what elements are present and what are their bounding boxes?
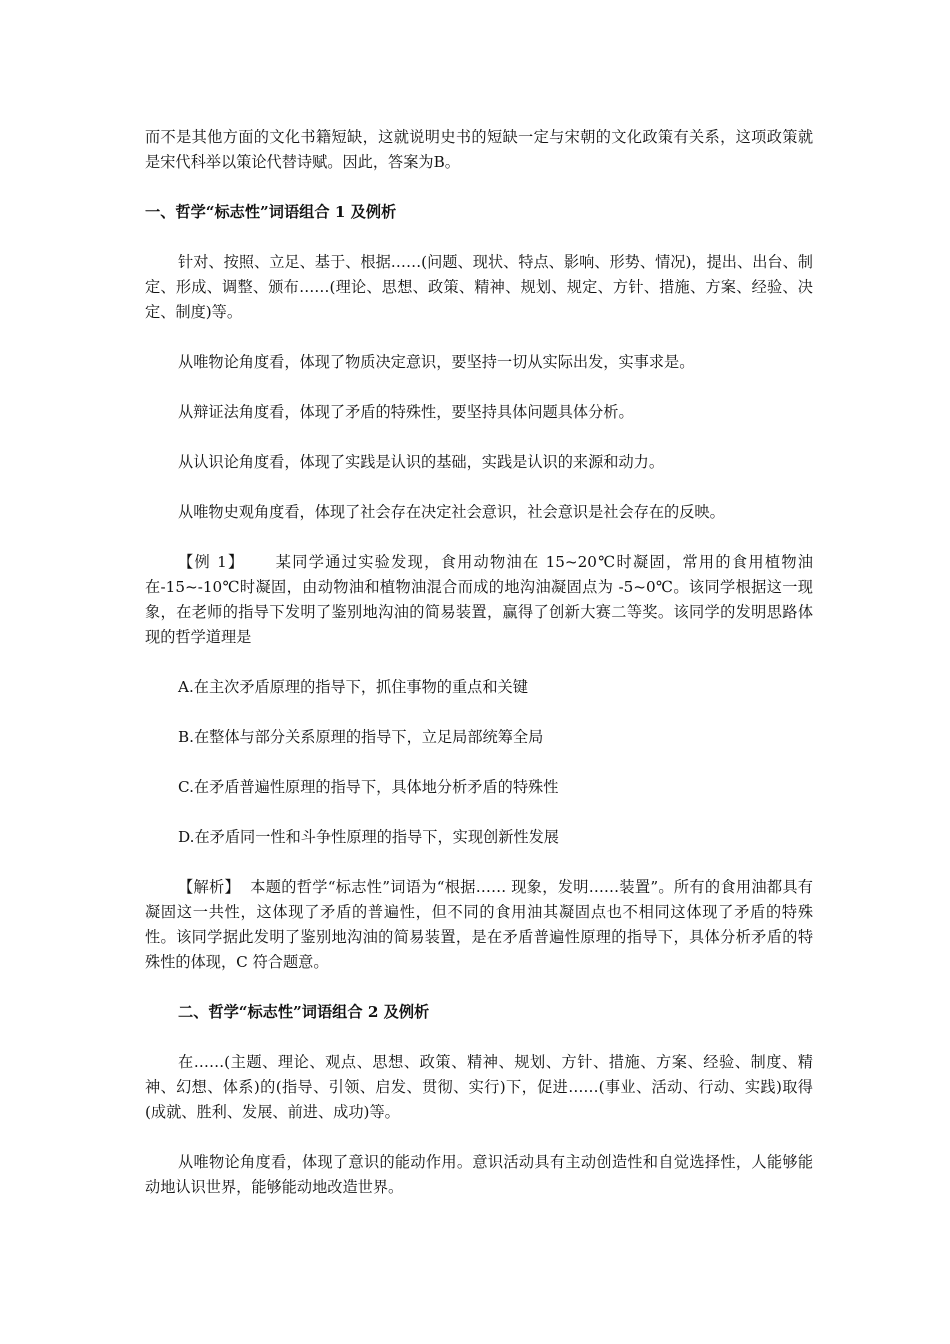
example1-paragraph — [145, 550, 813, 650]
example1-text: 某同学通过实验发现，食用动物油在 15~20℃时凝固，常用的食用植物油在-15~-10℃时凝固，由动物油和植物油混合而成的地沟油凝固点为 -5~0℃。该同学根据这一现象，在老师的指导下发明了鉴别地沟油的简易装置，赢得了创新大赛二等奖。该同学的发明思路体现的哲学道理是 — [145, 553, 813, 646]
example1-option-b: B.在整体与部分关系原理的指导下，立足局部统筹全局 — [178, 728, 544, 746]
analysis-label: 【解析】 — [178, 878, 240, 896]
section1-view-dialectics: 从辩证法角度看，体现了矛盾的特殊性，要坚持具体问题具体分析。 — [178, 403, 634, 421]
section1-phrases: 针对、按照、立足、基于、根据……(问题、现状、特点、影响、形势、情况)，提出、出台、制定、形成、调整、颁布……(理论、思想、政策、精神、规划、规定、方针、措施、方案、经验、决定、制度)等。 — [145, 253, 813, 321]
section1-heading: 一、哲学“标志性”词语组合 1 及例析 — [145, 203, 397, 221]
document-page — [145, 125, 813, 1200]
section1-view-epistemology: 从认识论角度看，体现了实践是认识的基础，实践是认识的来源和动力。 — [178, 453, 664, 471]
example1-option-a: A.在主次矛盾原理的指导下，抓住事物的重点和关键 — [178, 678, 528, 696]
example1-analysis — [145, 875, 813, 975]
section2-heading: 二、哲学“标志性”词语组合 2 及例析 — [178, 1003, 430, 1021]
example1-label: 【例 1】 — [178, 553, 245, 571]
intro-paragraph: 而不是其他方面的文化书籍短缺，这就说明史书的短缺一定与宋朝的文化政策有关系，这项政策就是宋代科举以策论代替诗赋。因此，答案为B。 — [145, 128, 813, 171]
example1-option-c: C.在矛盾普遍性原理的指导下，具体地分析矛盾的特殊性 — [178, 778, 559, 796]
analysis-text: 本题的哲学“标志性”词语为“根据…… 现象，发明……装置”。所有的食用油都具有凝固这一共性，这体现了矛盾的普遍性，但不同的食用油其凝固点也不相同这体现了矛盾的特殊性。该同学据此发明了鉴别地沟油的简易装置，是在矛盾普遍性原理的指导下，具体分析矛盾的特殊性的体现，C 符合题意。 — [145, 878, 813, 971]
section2-view-materialism: 从唯物论角度看，体现了意识的能动作用。意识活动具有主动创造性和自觉选择性，人能够能动地认识世界，能够能动地改造世界。 — [145, 1153, 813, 1196]
example1-option-d: D.在矛盾同一性和斗争性原理的指导下，实现创新性发展 — [178, 828, 559, 846]
section1-view-historical-materialism: 从唯物史观角度看，体现了社会存在决定社会意识，社会意识是社会存在的反映。 — [178, 503, 725, 521]
section2-phrases: 在……(主题、理论、观点、思想、政策、精神、规划、方针、措施、方案、经验、制度、精神、幻想、体系)的(指导、引领、启发、贯彻、实行)下，促进……(事业、活动、行动、实践)取得(成就、胜利、发展、前进、成功)等。 — [145, 1053, 813, 1121]
section1-view-materialism: 从唯物论角度看，体现了物质决定意识，要坚持一切从实际出发，实事求是。 — [178, 353, 695, 371]
